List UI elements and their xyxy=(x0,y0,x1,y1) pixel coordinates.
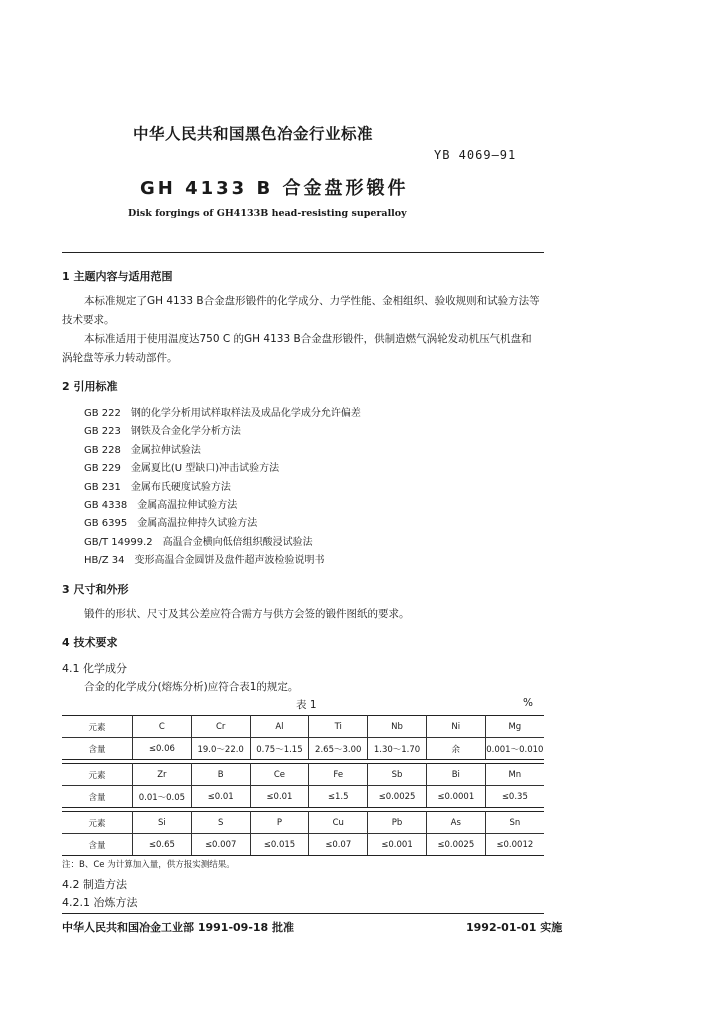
reference-title: 钢铁及合金化学分析方法 xyxy=(130,426,241,438)
content-cell: ≤0.001 xyxy=(368,834,427,856)
table-note: 注：B、Ce 为计算加入量，供方报实测结果。 xyxy=(62,860,235,870)
reference-item xyxy=(84,478,231,493)
reference-code: GB 228 xyxy=(84,444,121,456)
element-cell: Ti xyxy=(309,716,368,738)
reference-code: GB 222 xyxy=(84,408,121,419)
reference-item xyxy=(84,551,325,566)
reference-title: 金属拉伸试验法 xyxy=(130,444,201,456)
reference-item xyxy=(84,514,257,529)
content-cell: ≤0.01 xyxy=(250,786,309,808)
element-cell: Cr xyxy=(191,716,250,738)
content-cell: 0.001～0.010 xyxy=(485,738,544,760)
section-3-para: 锻件的形状、尺寸及其公差应符合需方与供方会签的锻件图纸的要求。 xyxy=(84,608,410,620)
reference-code: GB 229 xyxy=(84,463,121,475)
element-cell: Bi xyxy=(426,764,485,786)
section-4-1-heading: 4.1 化学成分 xyxy=(62,662,127,675)
document-title: GH 4133 B 合金盘形锻件 xyxy=(140,178,409,199)
row-label-content: 含量 xyxy=(62,738,133,760)
reference-title: 金属夏比(U 型缺口)冲击试验方法 xyxy=(130,463,280,475)
footer-divider xyxy=(62,913,544,914)
section-4-2-heading: 4.2 制造方法 xyxy=(62,878,127,891)
content-cell: ≤0.0001 xyxy=(426,786,485,808)
reference-code: GB/T 14999.2 xyxy=(84,536,153,548)
reference-code: GB 231 xyxy=(84,481,121,493)
section-1-para-1-line-1: 本标准规定了GH 4133 B合金盘形锻件的化学成分、力学性能、金相组织、验收规则和试验方法等 xyxy=(84,295,540,307)
section-3-heading: 3 尺寸和外形 xyxy=(62,583,129,596)
content-cell: 余 xyxy=(426,738,485,760)
approval-line: 中华人民共和国冶金工业部 1991-09-18 批准 xyxy=(62,921,295,934)
table-unit: % xyxy=(523,697,533,709)
row-label-content: 含量 xyxy=(62,786,133,808)
section-4-heading: 4 技术要求 xyxy=(62,636,118,649)
content-cell: 2.65～3.00 xyxy=(309,738,368,760)
reference-item xyxy=(84,459,279,474)
standard-organization: 中华人民共和国黑色冶金行业标准 xyxy=(133,125,374,143)
reference-item xyxy=(84,422,241,437)
content-cell: ≤0.0025 xyxy=(426,834,485,856)
element-cell: Ce xyxy=(250,764,309,786)
element-cell: Mg xyxy=(485,716,544,738)
standard-number: YB 4069—91 xyxy=(434,148,517,162)
reference-code: GB 6395 xyxy=(84,518,128,530)
element-cell: S xyxy=(191,812,250,834)
element-cell: Zr xyxy=(133,764,192,786)
section-4-2-1-heading: 4.2.1 冶炼方法 xyxy=(62,896,138,909)
content-cell: ≤0.06 xyxy=(133,738,192,760)
reference-title: 金属高温拉伸持久试验方法 xyxy=(137,518,258,530)
section-1-para-1-line-2: 技术要求。 xyxy=(62,314,115,326)
reference-title: 金属布氏硬度试验方法 xyxy=(130,481,231,493)
table-caption: 表 1 xyxy=(296,699,317,711)
content-cell: 1.30～1.70 xyxy=(368,738,427,760)
reference-title: 变形高温合金圆饼及盘件超声波检验说明书 xyxy=(134,555,325,567)
element-cell: Cu xyxy=(309,812,368,834)
element-cell: Fe xyxy=(309,764,368,786)
reference-code: HB/Z 34 xyxy=(84,555,125,567)
row-label-element: 元素 xyxy=(62,716,133,738)
reference-code: GB 223 xyxy=(84,426,121,438)
row-label-element: 元素 xyxy=(62,764,133,786)
element-cell: Sn xyxy=(485,812,544,834)
content-cell: 19.0～22.0 xyxy=(191,738,250,760)
content-cell: ≤0.015 xyxy=(250,834,309,856)
section-1-heading: 1 主题内容与适用范围 xyxy=(62,270,173,283)
section-1-para-2-line-1: 本标准适用于使用温度达750 C 的GH 4133 B合金盘形锻件，供制造燃气涡轮发动机压气机盘和 xyxy=(84,333,532,345)
content-cell: 0.75～1.15 xyxy=(250,738,309,760)
effective-date: 1992-01-01 实施 xyxy=(466,921,563,934)
reference-item xyxy=(84,441,201,456)
composition-table-group-3 xyxy=(62,811,544,856)
reference-item xyxy=(84,404,361,419)
content-cell: ≤0.0012 xyxy=(485,834,544,856)
section-2-heading: 2 引用标准 xyxy=(62,380,118,393)
reference-title: 高温合金横向低倍组织酸浸试验法 xyxy=(162,536,313,548)
row-label-element: 元素 xyxy=(62,812,133,834)
element-cell: Mn xyxy=(485,764,544,786)
content-cell: ≤0.0025 xyxy=(368,786,427,808)
element-cell: Ni xyxy=(426,716,485,738)
element-cell: B xyxy=(191,764,250,786)
composition-table-group-1 xyxy=(62,715,544,760)
header-divider xyxy=(62,252,544,253)
element-cell: As xyxy=(426,812,485,834)
row-label-content: 含量 xyxy=(62,834,133,856)
content-cell: ≤0.35 xyxy=(485,786,544,808)
element-cell: Si xyxy=(133,812,192,834)
content-cell: 0.01～0.05 xyxy=(133,786,192,808)
element-cell: Pb xyxy=(368,812,427,834)
reference-title: 金属高温拉伸试验方法 xyxy=(137,500,238,511)
element-cell: C xyxy=(133,716,192,738)
content-cell: ≤1.5 xyxy=(309,786,368,808)
content-cell: ≤0.65 xyxy=(133,834,192,856)
section-4-1-para: 合金的化学成分(熔炼分析)应符合表1的规定。 xyxy=(84,681,299,693)
element-cell: Sb xyxy=(368,764,427,786)
element-cell: P xyxy=(250,812,309,834)
reference-item xyxy=(84,533,313,548)
document-title-english: Disk forgings of GH4133B head-resisting superalloy xyxy=(128,208,407,219)
element-cell: Al xyxy=(250,716,309,738)
content-cell: ≤0.007 xyxy=(191,834,250,856)
element-cell: Nb xyxy=(368,716,427,738)
reference-item xyxy=(84,496,237,511)
content-cell: ≤0.01 xyxy=(191,786,250,808)
content-cell: ≤0.07 xyxy=(309,834,368,856)
reference-title: 钢的化学分析用试样取样法及成品化学成分允许偏差 xyxy=(130,408,361,419)
reference-code: GB 4338 xyxy=(84,500,128,511)
section-1-para-2-line-2: 涡轮盘等承力转动部件。 xyxy=(62,352,178,364)
composition-table-group-2 xyxy=(62,763,544,808)
